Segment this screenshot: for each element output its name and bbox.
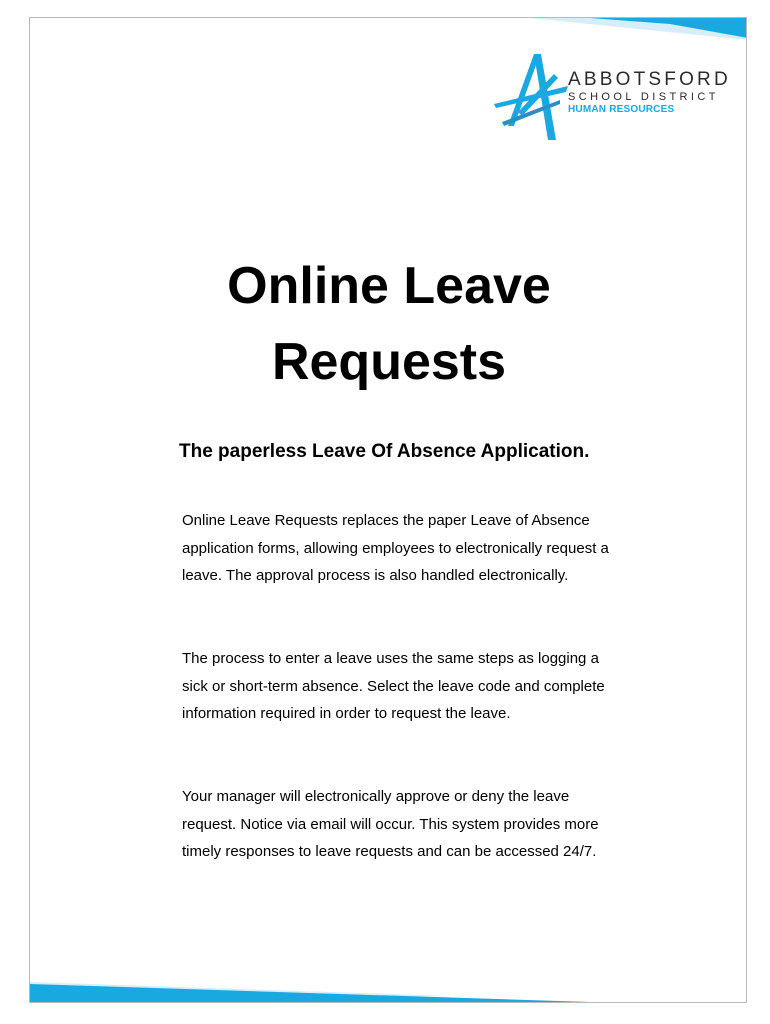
document-subtitle: The paperless Leave Of Absence Application. [179,441,590,462]
document-title [30,248,747,400]
paragraph-approval: Your manager will electronically approve or deny the leave request. Notice via email will occur. This system provides more timely responses to leave requests and can be accessed 24/7. [182,788,599,860]
paragraph-intro: Online Leave Requests replaces the paper Leave of Absence application forms, allowing employees to electronically request a leave. The approval process is also handled electronically. [182,512,609,584]
logo-district-name: ABBOTSFORD [568,69,731,90]
title-line-1: Online Leave [227,257,551,315]
school-district-logo [494,52,731,142]
bottom-decorative-stripe [30,962,747,1002]
logo-wordmark [568,69,731,116]
logo-human-resources: HUMAN RESOURCES [568,104,675,115]
abbotsford-a-mark-icon [494,52,570,142]
logo-school-district: SCHOOL DISTRICT [568,91,719,103]
title-line-2: Requests [271,333,507,391]
paragraph-process: The process to enter a leave uses the same steps as logging a sick or short-term absence. Select the leave code and complete information required in order to request the leave. [182,650,605,722]
document-page [29,17,747,1003]
